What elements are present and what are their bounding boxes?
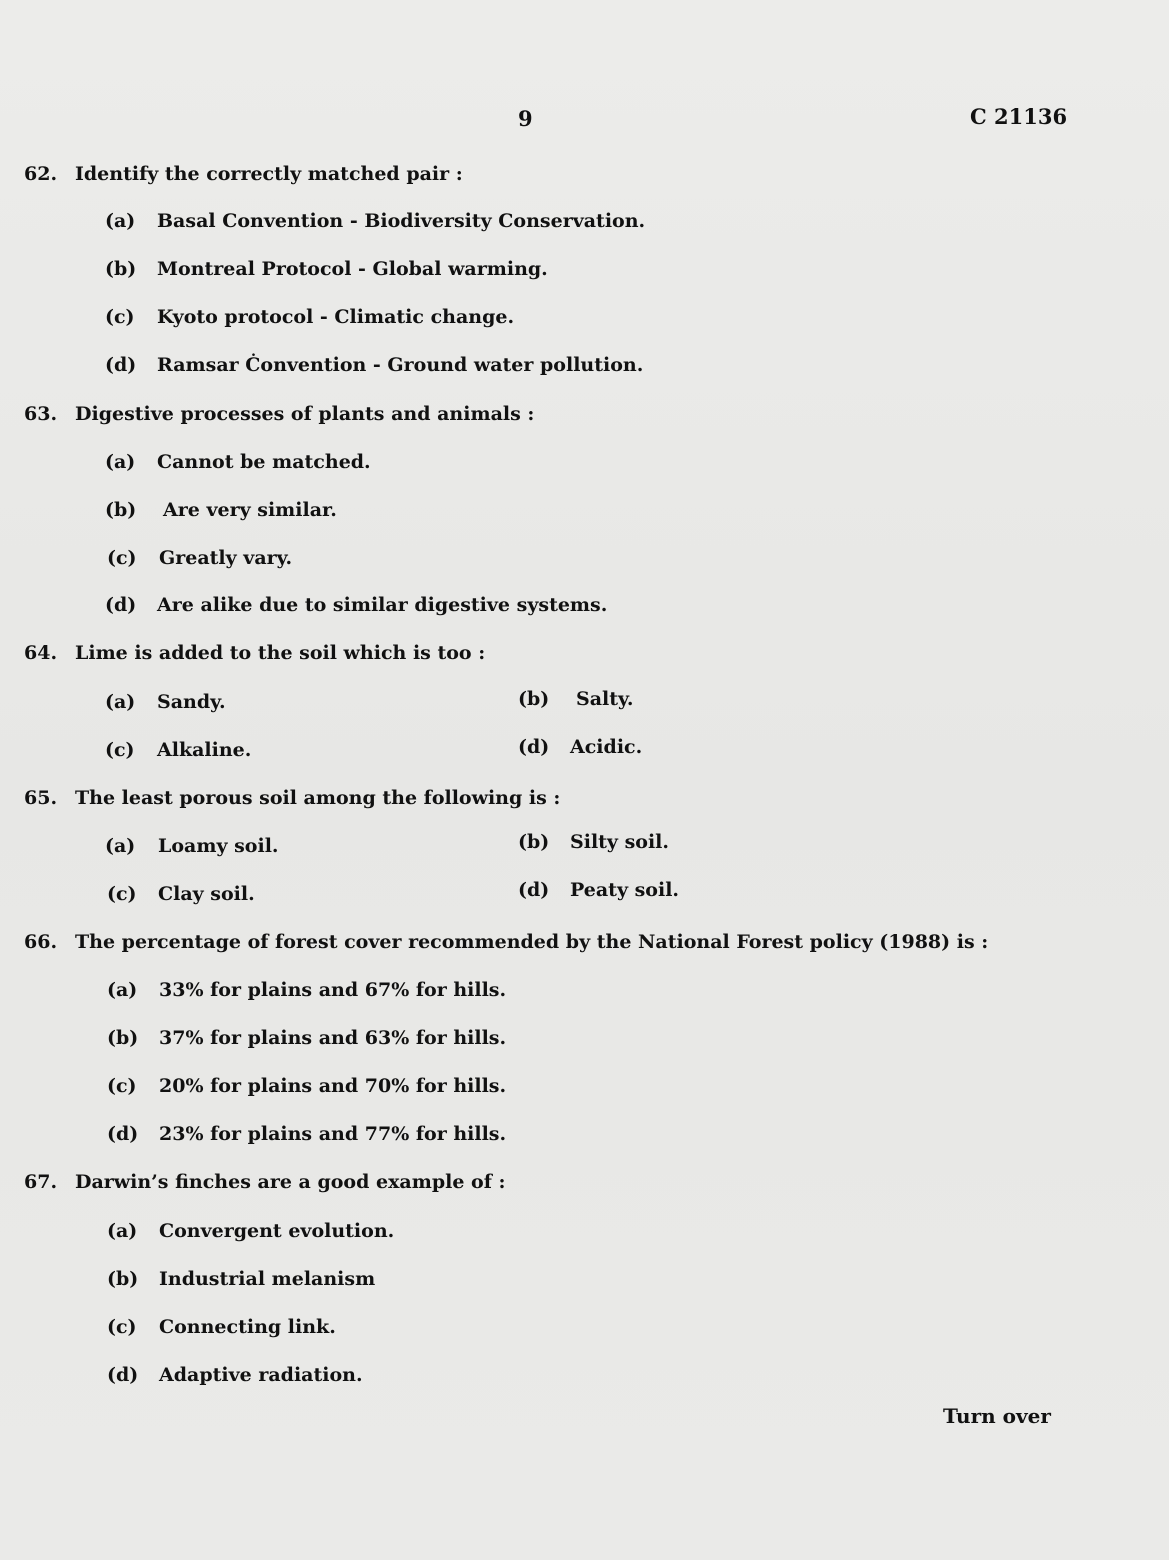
option-text: Greatly vary. — [159, 547, 293, 569]
option-label: (d) — [105, 594, 137, 616]
option-text: Connecting link. — [159, 1316, 336, 1338]
option-66-b — [107, 1027, 506, 1049]
option-label: (b) — [518, 831, 550, 853]
option-label: (a) — [107, 979, 138, 1001]
option-63-b — [105, 499, 337, 521]
question-63 — [24, 403, 534, 425]
option-label: (b) — [107, 1027, 139, 1049]
paper-code: C 21136 — [970, 104, 1068, 129]
option-label: (d) — [107, 1123, 139, 1145]
option-label: (d) — [105, 354, 137, 376]
question-text: Lime is added to the soil which is too : — [75, 642, 486, 664]
question-62 — [24, 163, 463, 185]
option-text: Adaptive radiation. — [159, 1364, 363, 1386]
option-67-a — [107, 1220, 394, 1242]
question-number: 64. — [24, 642, 58, 664]
option-64-d — [518, 736, 642, 758]
question-text: Identify the correctly matched pair : — [75, 163, 463, 185]
turn-over-note: Turn over — [943, 1404, 1051, 1428]
option-label: (c) — [107, 1075, 137, 1097]
option-65-b — [518, 831, 669, 853]
question-65 — [24, 787, 560, 809]
question-number: 66. — [24, 931, 58, 953]
option-label: (c) — [105, 306, 135, 328]
option-66-a — [107, 979, 506, 1001]
show-through-text — [940, 160, 945, 180]
question-64 — [24, 642, 485, 664]
option-label: (a) — [105, 835, 136, 857]
option-67-c — [107, 1316, 336, 1338]
option-63-c — [107, 547, 292, 569]
option-label: (b) — [105, 499, 137, 521]
option-text: Alkaline. — [157, 739, 252, 761]
option-text: Kyoto protocol - Climatic change. — [157, 306, 515, 328]
option-text: Montreal Protocol - Global warming. — [157, 258, 548, 280]
option-label: (d) — [518, 879, 550, 901]
question-text: The least porous soil among the following is : — [75, 787, 561, 809]
option-label: (b) — [107, 1268, 139, 1290]
option-label: (d) — [107, 1364, 139, 1386]
question-67 — [24, 1171, 506, 1193]
question-text: The percentage of forest cover recommended by the National Forest policy (1988) is : — [75, 931, 989, 953]
option-label: (c) — [107, 547, 137, 569]
option-64-c — [105, 739, 251, 761]
option-67-d — [107, 1364, 363, 1386]
option-66-c — [107, 1075, 506, 1097]
option-text: Industrial melanism — [159, 1268, 376, 1290]
option-text: Basal Convention - Biodiversity Conservation. — [157, 210, 646, 232]
option-text: Acidic. — [570, 736, 643, 758]
option-62-b — [105, 258, 548, 280]
question-text: Digestive processes of plants and animals : — [75, 403, 535, 425]
option-text: 23% for plains and 77% for hills. — [159, 1123, 507, 1145]
option-label: (d) — [518, 736, 550, 758]
option-62-c — [105, 306, 514, 328]
option-text: Clay soil. — [158, 883, 255, 905]
option-65-d — [518, 879, 679, 901]
option-label: (a) — [107, 1220, 138, 1242]
option-text: Peaty soil. — [570, 879, 680, 901]
option-text: Silty soil. — [570, 831, 670, 853]
option-63-d — [105, 594, 607, 616]
question-number: 63. — [24, 403, 58, 425]
option-text: Are alike due to similar digestive systems. — [157, 594, 608, 616]
page-number: 9 — [518, 106, 533, 131]
option-text: Ramsar Ċonvention - Ground water pollution. — [157, 354, 644, 376]
option-label: (a) — [105, 451, 136, 473]
option-label: (a) — [105, 210, 136, 232]
option-text: Loamy soil. — [158, 835, 279, 857]
option-label: (a) — [105, 691, 136, 713]
option-64-b — [518, 688, 634, 710]
option-62-d — [105, 354, 643, 376]
option-text: 33% for plains and 67% for hills. — [159, 979, 507, 1001]
option-label: (b) — [105, 258, 137, 280]
option-text: Cannot be matched. — [157, 451, 371, 473]
option-text: Sandy. — [157, 691, 226, 713]
option-label: (c) — [107, 1316, 137, 1338]
option-62-a — [105, 210, 645, 232]
option-65-c — [107, 883, 255, 905]
option-64-a — [105, 691, 226, 713]
option-text: 20% for plains and 70% for hills. — [159, 1075, 507, 1097]
option-65-a — [105, 835, 279, 857]
option-text: 37% for plains and 63% for hills. — [159, 1027, 507, 1049]
question-text: Darwin’s finches are a good example of : — [75, 1171, 506, 1193]
question-66 — [24, 931, 988, 953]
question-number: 62. — [24, 163, 58, 185]
option-text: Salty. — [576, 688, 634, 710]
question-number: 67. — [24, 1171, 58, 1193]
question-number: 65. — [24, 787, 58, 809]
option-67-b — [107, 1268, 375, 1290]
option-label: (c) — [105, 739, 135, 761]
option-text: Are very similar. — [163, 499, 337, 521]
option-label: (c) — [107, 883, 137, 905]
option-label: (b) — [518, 688, 550, 710]
option-63-a — [105, 451, 371, 473]
option-text: Convergent evolution. — [159, 1220, 395, 1242]
option-66-d — [107, 1123, 506, 1145]
